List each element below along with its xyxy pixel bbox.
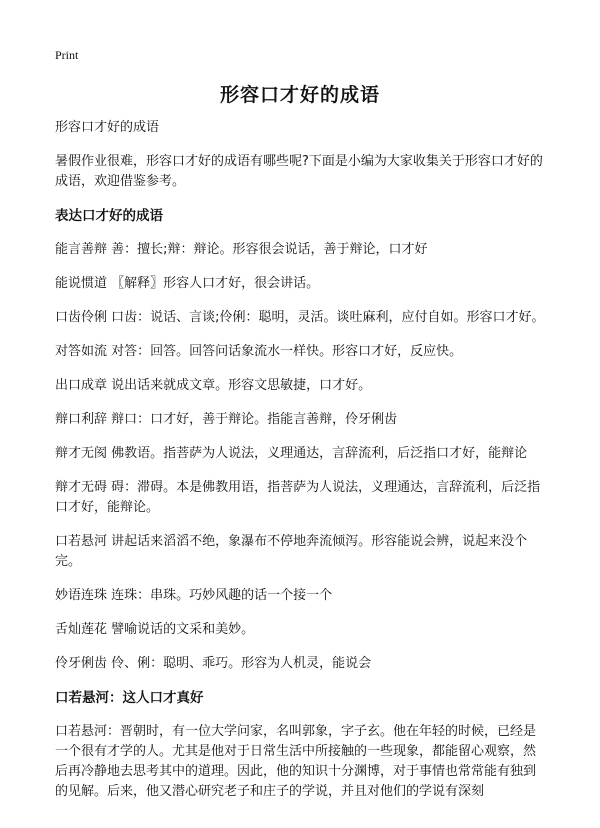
idiom-entry: 能言善辩 善：擅长;辩：辩论。形容很会说话，善于辩论，口才好 bbox=[55, 242, 428, 257]
article-body bbox=[55, 118, 545, 816]
idiom-entry: 口齿伶俐 口齿：说话、言谈;伶俐：聪明，灵活。谈吐麻利，应付自如。形容口才好。 bbox=[55, 310, 545, 325]
section-heading-idioms: 表达口才好的成语 bbox=[55, 208, 163, 224]
idiom-entry: 伶牙俐齿 伶、俐：聪明、乖巧。形容为人机灵，能说会 bbox=[55, 656, 372, 671]
idiom-entry: 辩口利辞 辩口：口才好，善于辩论。指能言善辩，伶牙俐齿 bbox=[55, 412, 398, 427]
subtitle: 形容口才好的成语 bbox=[55, 120, 160, 135]
idiom-entry: 舌灿莲花 譬喻说话的文采和美妙。 bbox=[55, 622, 255, 637]
idiom-entry: 对答如流 对答：回答。回答问话象流水一样快。形容口才好，反应快。 bbox=[55, 344, 463, 359]
idiom-entry: 出口成章 说出话来就成文章。形容文思敏捷，口才好。 bbox=[55, 378, 372, 393]
idiom-entry: 能说惯道 〖解释〗形容人口才好，很会讲话。 bbox=[55, 276, 320, 291]
print-link[interactable]: Print bbox=[55, 48, 79, 62]
idiom-entry: 口若悬河 讲起话来滔滔不绝，象瀑布不停地奔流倾泻。形容能说会辨，说起来没个完。 bbox=[55, 534, 528, 569]
section-heading-story: 口若悬河：这人口才真好 bbox=[55, 690, 204, 706]
idiom-entry: 妙语连珠 连珠：串珠。巧妙风趣的话一个接一个 bbox=[55, 588, 333, 603]
story-paragraph: 口若悬河：晋朝时，有一位大学问家，名叫郭象，字子玄。他在年轻的时候，已经是一个很有才学的人。尤其是他对于日常生活中所接触的一些现象，都能留心观察，然后再冷静地去思考其中的道理。因此，他的知识十分渊博，对于事情也常常能有独到的见解。后来，他又潜心研究老子和庄子的学说，并且对他们的学说有深刻 bbox=[55, 724, 537, 799]
intro-paragraph: 暑假作业很难，形容口才好的成语有哪些呢?下面是小编为大家收集关于形容口才好的成语，欢迎借鉴参考。 bbox=[55, 154, 543, 189]
idiom-entry: 辩才无碍 碍：滞碍。本是佛教用语，指菩萨为人说法，义理通达，言辞流利，后泛指口才好，能辩论。 bbox=[55, 480, 541, 515]
idiom-entry: 辩才无阂 佛教语。指菩萨为人说法，义理通达，言辞流利，后泛指口才好，能辩论 bbox=[55, 446, 528, 461]
page-title: 形容口才好的成语 bbox=[219, 84, 380, 106]
